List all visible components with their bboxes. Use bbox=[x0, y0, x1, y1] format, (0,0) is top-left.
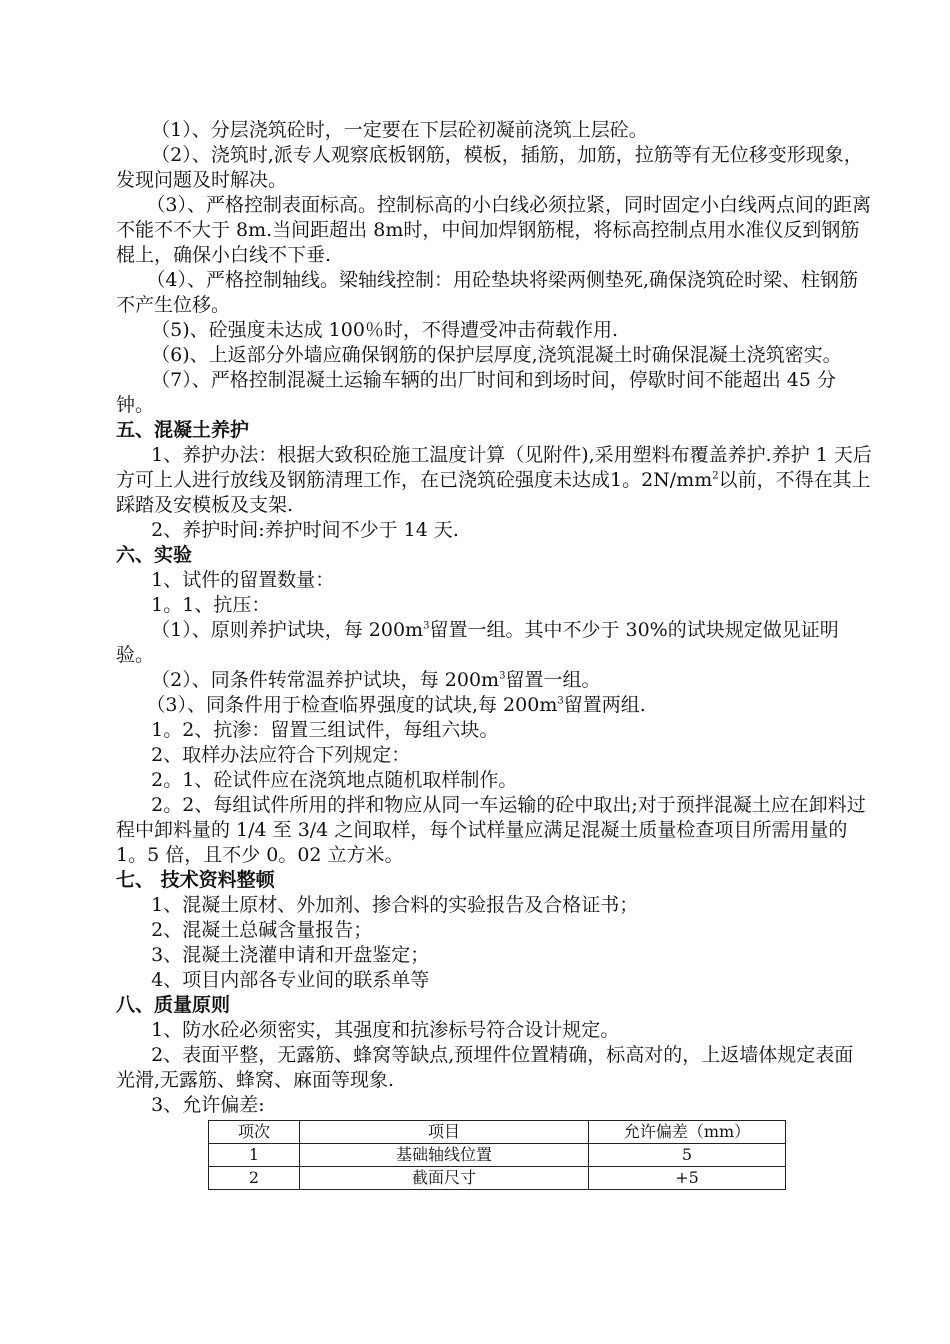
paragraph bbox=[116, 618, 872, 668]
superscript: 3 bbox=[557, 695, 564, 707]
section-heading: 五、混凝土养护 bbox=[116, 419, 250, 441]
table-cell: 基础轴线位置 bbox=[300, 1144, 589, 1167]
paragraph: 1。1、抗压： bbox=[151, 594, 271, 616]
table-header-cell: 项目 bbox=[300, 1121, 589, 1144]
list-item: 3、混凝土浇灌申请和开盘鉴定； bbox=[151, 944, 430, 966]
paragraph: （4）、严格控制轴线。梁轴线控制：用砼垫块将梁两侧垫死,确保浇筑砼时梁、柱钢筋不产生位移。 bbox=[116, 269, 859, 316]
table-cell: 截面尺寸 bbox=[300, 1167, 589, 1190]
section-heading: 八、质量原则 bbox=[116, 994, 231, 1016]
list-item: 1、混凝土原材、外加剂、掺合料的实验报告及合格证书； bbox=[151, 894, 639, 916]
superscript: 2 bbox=[712, 470, 719, 482]
paragraph: （3）、严格控制表面标高。控制标高的小白线必须拉紧，同时固定小白线两点间的距离不能不不大于 8m.当间距超出 8m时，中间加焊钢筋棍，将标高控制点用水准仪反到钢筋棍上，确保小白线不下垂. bbox=[116, 194, 871, 266]
paragraph: （1）、分层浇筑砼时，一定要在下层砼初凝前浇筑上层砼。 bbox=[151, 119, 648, 141]
text-run: （2）、同条件转常温养护试块，每 200m bbox=[151, 669, 500, 691]
list-item: 2、混凝土总碱含量报告； bbox=[151, 919, 373, 941]
paragraph: 2。1、砼试件应在浇筑地点随机取样制作。 bbox=[151, 769, 518, 791]
table-cell: +5 bbox=[589, 1167, 786, 1190]
paragraph bbox=[116, 443, 872, 518]
paragraph bbox=[116, 668, 872, 693]
table-row bbox=[209, 1167, 786, 1190]
document-body bbox=[116, 118, 872, 1190]
paragraph: 1、试件的留置数量： bbox=[151, 569, 335, 591]
table-cell: 1 bbox=[209, 1144, 300, 1167]
paragraph: 2、养护时间:养护时间不少于 14 天. bbox=[151, 519, 459, 541]
paragraph: 2、取样办法应符合下列规定： bbox=[151, 744, 411, 766]
section-heading: 七、 技术资料整顿 bbox=[116, 869, 275, 891]
tolerance-table bbox=[208, 1120, 786, 1190]
text-run: （3）、同条件用于检查临界强度的试块,每 200m bbox=[146, 694, 558, 716]
superscript: 3 bbox=[499, 670, 506, 682]
text-run: 1、养护办法：根据大致积砼施工温度计算（见附件),采用塑料布覆盖养护.养护 1 天后方可上人进行放线及钢筋清理工作，在已浇筑砼强度未达成1。2N/mm bbox=[116, 444, 872, 491]
text-run: 留置一组。 bbox=[505, 669, 601, 691]
table-header-cell: 项次 bbox=[209, 1121, 300, 1144]
list-item: 4、项目内部各专业间的联系单等 bbox=[151, 969, 430, 991]
paragraph: （6)、上返部分外墙应确保钢筋的保护层厚度,浇筑混凝土时确保混凝土浇筑密实。 bbox=[151, 344, 842, 366]
text-run: 留置一组。其中不少于 30%的试块规定做见证明验。 bbox=[116, 619, 839, 666]
text-run: 以前，不得在其上踩踏及安模板及支架. bbox=[116, 469, 871, 516]
table-header-row bbox=[209, 1121, 786, 1144]
section-heading: 六、实验 bbox=[116, 544, 193, 566]
paragraph: 2、表面平整，无露筋、蜂窝等缺点,预埋件位置精确，标高对的，上返墙体规定表面光滑,无露筋、蜂窝、麻面等现象. bbox=[116, 1044, 854, 1091]
paragraph: 1、防水砼必须密实，其强度和抗渗标号符合设计规定。 bbox=[151, 1019, 620, 1041]
paragraph: 2。2、每组试件所用的拌和物应从同一车运输的砼中取出;对于预拌混凝土应在卸料过程中卸料量的 1/4 至 3/4 之间取样，每个试样量应满足混凝土质量检查项目所需用量的 1。5 倍，且不少 0。02 立方米。 bbox=[116, 794, 866, 866]
paragraph: 3、允许偏差: bbox=[151, 1094, 265, 1116]
text-run: （1）、原则养护试块，每 200m bbox=[151, 619, 424, 641]
table-header-cell: 允许偏差（mm） bbox=[589, 1121, 786, 1144]
paragraph: （7）、严格控制混凝土运输车辆的出厂时间和到场时间，停歇时间不能超出 45 分钟。 bbox=[116, 369, 836, 416]
table-cell: 2 bbox=[209, 1167, 300, 1190]
table-cell: 5 bbox=[589, 1144, 786, 1167]
paragraph: 1。2、抗渗：留置三组试件，每组六块。 bbox=[151, 719, 499, 741]
paragraph: （5)、砼强度未达成 100％时，不得遭受冲击荷载作用. bbox=[151, 319, 618, 341]
text-run: 留置两组. bbox=[563, 694, 646, 716]
table-row bbox=[209, 1144, 786, 1167]
paragraph: （2）、浇筑时,派专人观察底板钢筋，模板，插筋，加筋，拉筋等有无位移变形现象，发现问题及时解决。 bbox=[116, 144, 863, 191]
superscript: 3 bbox=[423, 620, 430, 632]
paragraph bbox=[116, 693, 872, 718]
